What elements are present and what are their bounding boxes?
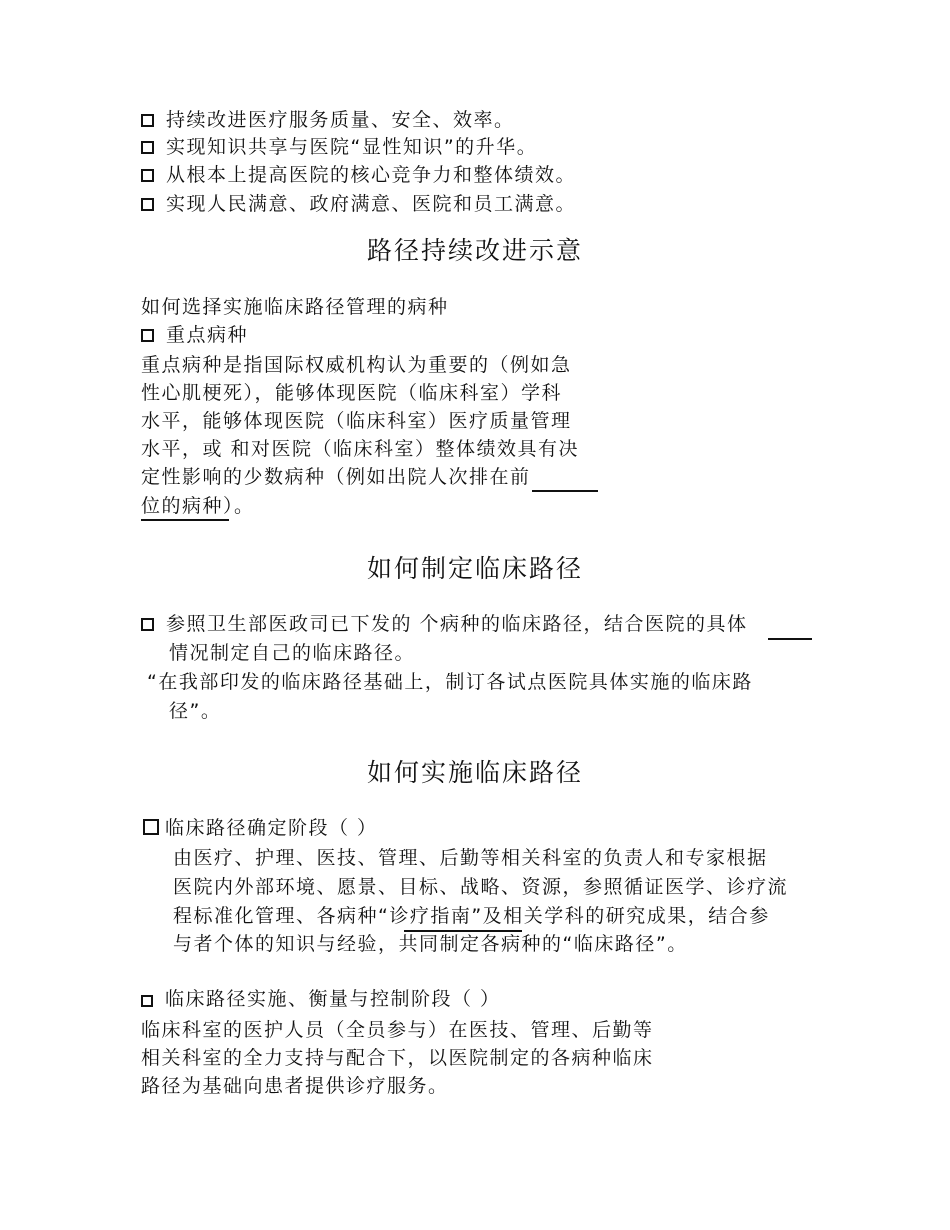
paragraph-line: 情况制定自己的临床路径。 (169, 642, 416, 664)
bullet-text: 实现人民满意、政府满意、医院和员工满意。 (166, 193, 577, 215)
paragraph-line: 性心肌梗死），能够体现医院（临床科室）学科 (141, 382, 563, 404)
checkbox-square-icon (141, 329, 154, 342)
paragraph-line: 位的病种）。 (141, 495, 255, 517)
blank-underline (768, 638, 812, 640)
bullet-item (141, 986, 501, 1012)
quote-line: 径”。 (169, 700, 222, 722)
bullet-item (141, 611, 748, 637)
blank-underline (532, 490, 598, 492)
section-heading: 如何制定临床路径 (366, 554, 583, 583)
paragraph-line: 医院内外部环境、愿景、目标、战略、资源，参照循证医学、诊疗流 (173, 876, 789, 898)
checkbox-square-icon (141, 995, 153, 1007)
quote-line: “在我部印发的临床路径基础上，制订各试点医院具体实施的临床路 (147, 671, 753, 693)
checkbox-square-icon (141, 618, 154, 631)
bullet-item (141, 134, 537, 160)
blank-underline (141, 519, 229, 521)
bullet-text: 持续改进医疗服务质量、安全、效率。 (166, 109, 515, 131)
checkbox-square-icon (141, 114, 154, 127)
bullet-text: 从根本上提高医院的核心竞争力和整体绩效。 (166, 164, 577, 186)
paragraph-line: 水平，能够体现医院（临床科室）医疗质量管理 (141, 410, 572, 432)
bullet-item (141, 107, 515, 133)
paragraph-line: 重点病种是指国际权威机构认为重要的（例如急 (141, 354, 572, 376)
paragraph-line: 临床科室的医护人员（全员参与）在医技、管理、后勤等 (141, 1019, 654, 1041)
bullet-item (143, 815, 378, 841)
checkbox-square-icon (141, 169, 154, 182)
section-heading: 如何实施临床路径 (366, 758, 583, 787)
checkbox-square-icon (141, 198, 154, 211)
paragraph-line: 程标准化管理、各病种“诊疗指南”及相关学科的研究成果，结合参 (173, 905, 770, 927)
paragraph-line: 定性影响的少数病种（例如出院人次排在前 (141, 466, 531, 488)
bullet-item (141, 162, 576, 188)
paragraph-line: 与者个体的知识与经验，共同制定各病种的“临床路径”。 (173, 933, 688, 955)
bullet-text: 临床路径确定阶段（ ） (165, 817, 378, 839)
section-heading: 路径持续改进示意 (366, 236, 583, 265)
paragraph-line: 路径为基础向患者提供诊疗服务。 (141, 1075, 449, 1097)
bullet-item (141, 191, 576, 217)
bullet-item (141, 322, 248, 348)
checkbox-square-icon (143, 819, 159, 835)
bullet-text: 临床路径实施、衡量与控制阶段（ ） (165, 988, 501, 1010)
paragraph-line: 相关科室的全力支持与配合下，以医院制定的各病种临床 (141, 1047, 654, 1069)
section-subtitle: 如何选择实施临床路径管理的病种 (141, 296, 449, 318)
checkbox-square-icon (141, 141, 154, 154)
paragraph-line: 由医疗、护理、医技、管理、后勤等相关科室的负责人和专家根据 (173, 847, 768, 869)
paragraph-line: 水平，或 和对医院（临床科室）整体绩效具有决 (141, 438, 580, 460)
bullet-text: 实现知识共享与医院“显性知识”的升华。 (166, 136, 538, 158)
bullet-text: 参照卫生部医政司已下发的 个病种的临床路径，结合医院的具体 (166, 613, 748, 635)
bullet-text: 重点病种 (166, 324, 249, 346)
